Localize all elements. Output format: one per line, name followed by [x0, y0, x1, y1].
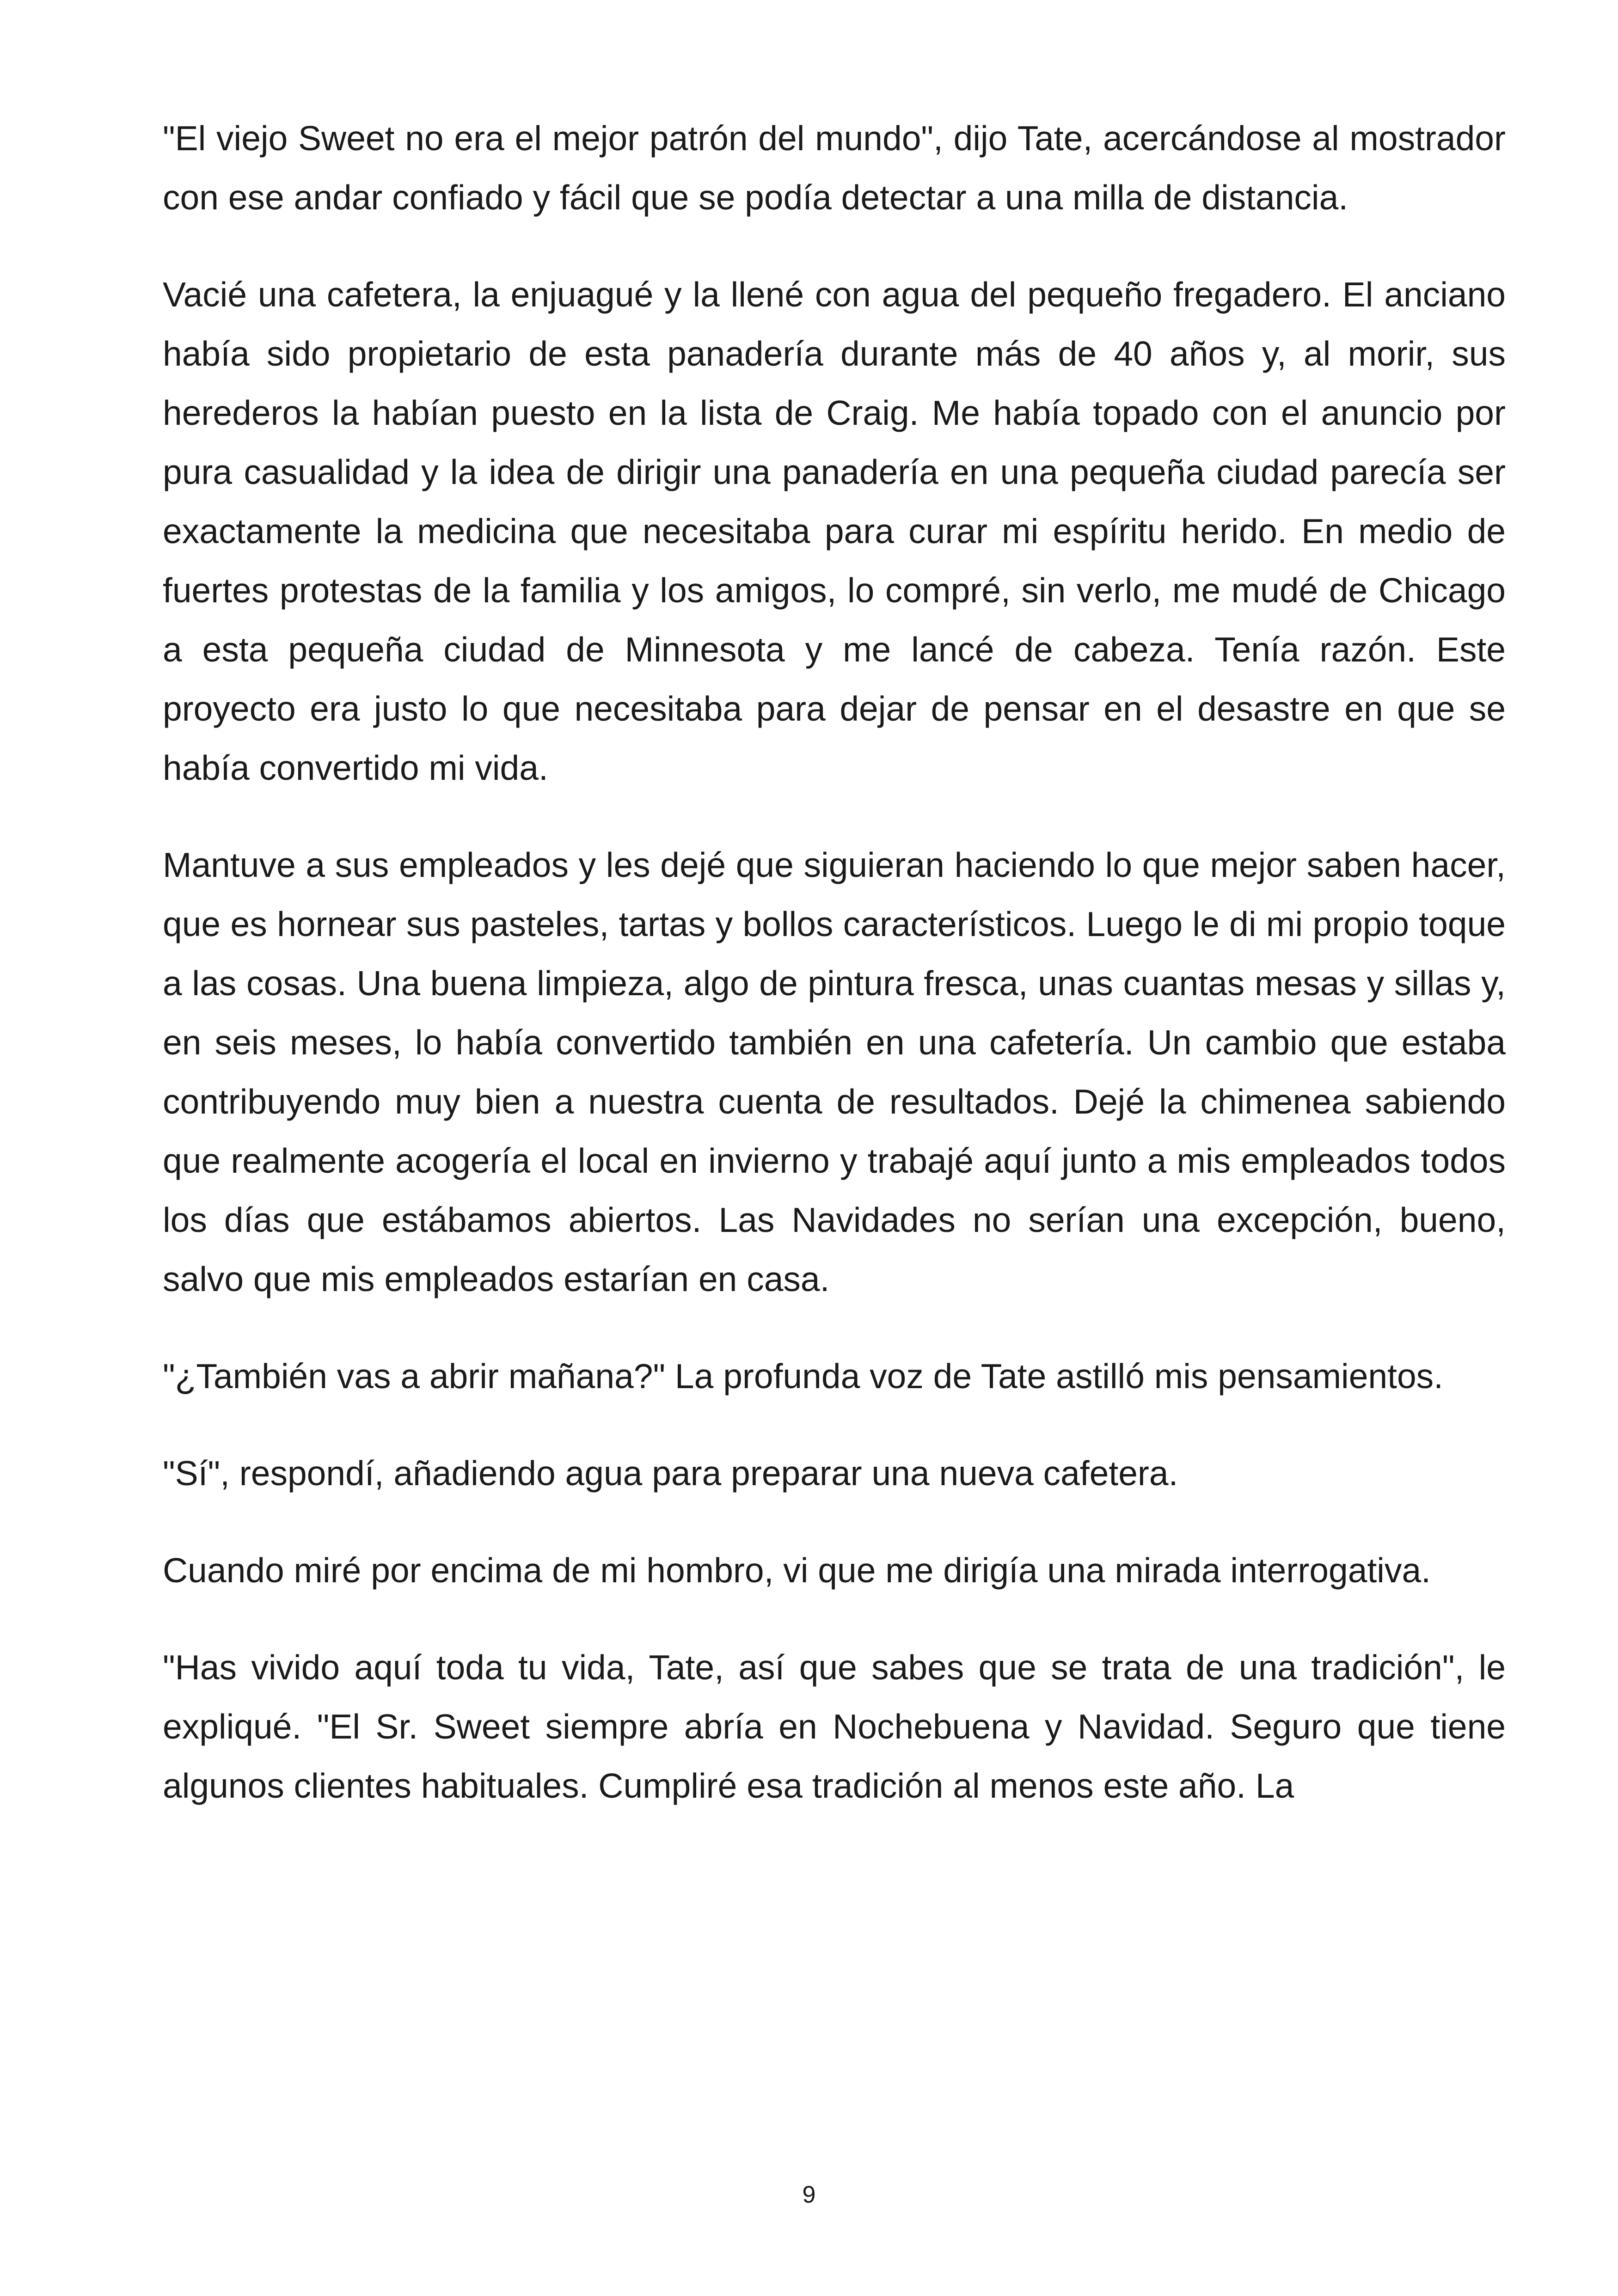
paragraph-5: "Sí", respondí, añadiendo agua para preparar una nueva cafetera. [163, 1454, 1178, 1493]
paragraph-1: "El viejo Sweet no era el mejor patrón del mundo", dijo Tate, acercándose al mostrador con ese andar confiado y fácil que se podía detectar a una milla de distancia. [163, 119, 1506, 217]
paragraph-6: Cuando miré por encima de mi hombro, vi que me dirigía una mirada interrogativa. [163, 1551, 1431, 1590]
paragraph-3: Mantuve a sus empleados y les dejé que siguieran haciendo lo que mejor saben hacer, que es hornear sus pasteles, tartas y bollos característicos. Luego le di mi propio toque a las cosas. Una buena limpieza, algo de pintura fresca, unas cuantas mesas y sillas y, en seis meses, lo había convertido también en una cafetería. Un cambio que estaba contribuyendo muy bien a nuestra cuenta de resultados. Dejé la chimenea sabiendo que realmente acogería el local en invierno y trabajé aquí junto a mis empleados todos los días que estábamos abiertos. Las Navidades no serían una excepción, bueno, salvo que mis empleados estarían en casa. [163, 845, 1506, 1298]
page-number: 9 [802, 2181, 816, 2208]
paragraph-4: "¿También vas a abrir mañana?" La profunda voz de Tate astilló mis pensamientos. [163, 1357, 1444, 1396]
paragraph-2: Vacié una cafetera, la enjuagué y la llené con agua del pequeño fregadero. El anciano había sido propietario de esta panadería durante más de 40 años y, al morir, sus herederos la habían puesto en la lista de Craig. Me había topado con el anuncio por pura casualidad y la idea de dirigir una panadería en una pequeña ciudad parecía ser exactamente la medicina que necesitaba para curar mi espíritu herido. En medio de fuertes protestas de la familia y los amigos, lo compré, sin verlo, me mudé de Chicago a esta pequeña ciudad de Minnesota y me lancé de cabeza. Tenía razón. Este proyecto era justo lo que necesitaba para dejar de pensar en el desastre en que se había convertido mi vida. [163, 275, 1506, 787]
paragraph-7: "Has vivido aquí toda tu vida, Tate, así que sabes que se trata de una tradición", le expliqué. "El Sr. Sweet siempre abría en Nochebuena y Navidad. Seguro que tiene algunos clientes habituales. Cumpliré esa tradición al menos este año. La [163, 1648, 1506, 1805]
text-body [163, 109, 1506, 1853]
